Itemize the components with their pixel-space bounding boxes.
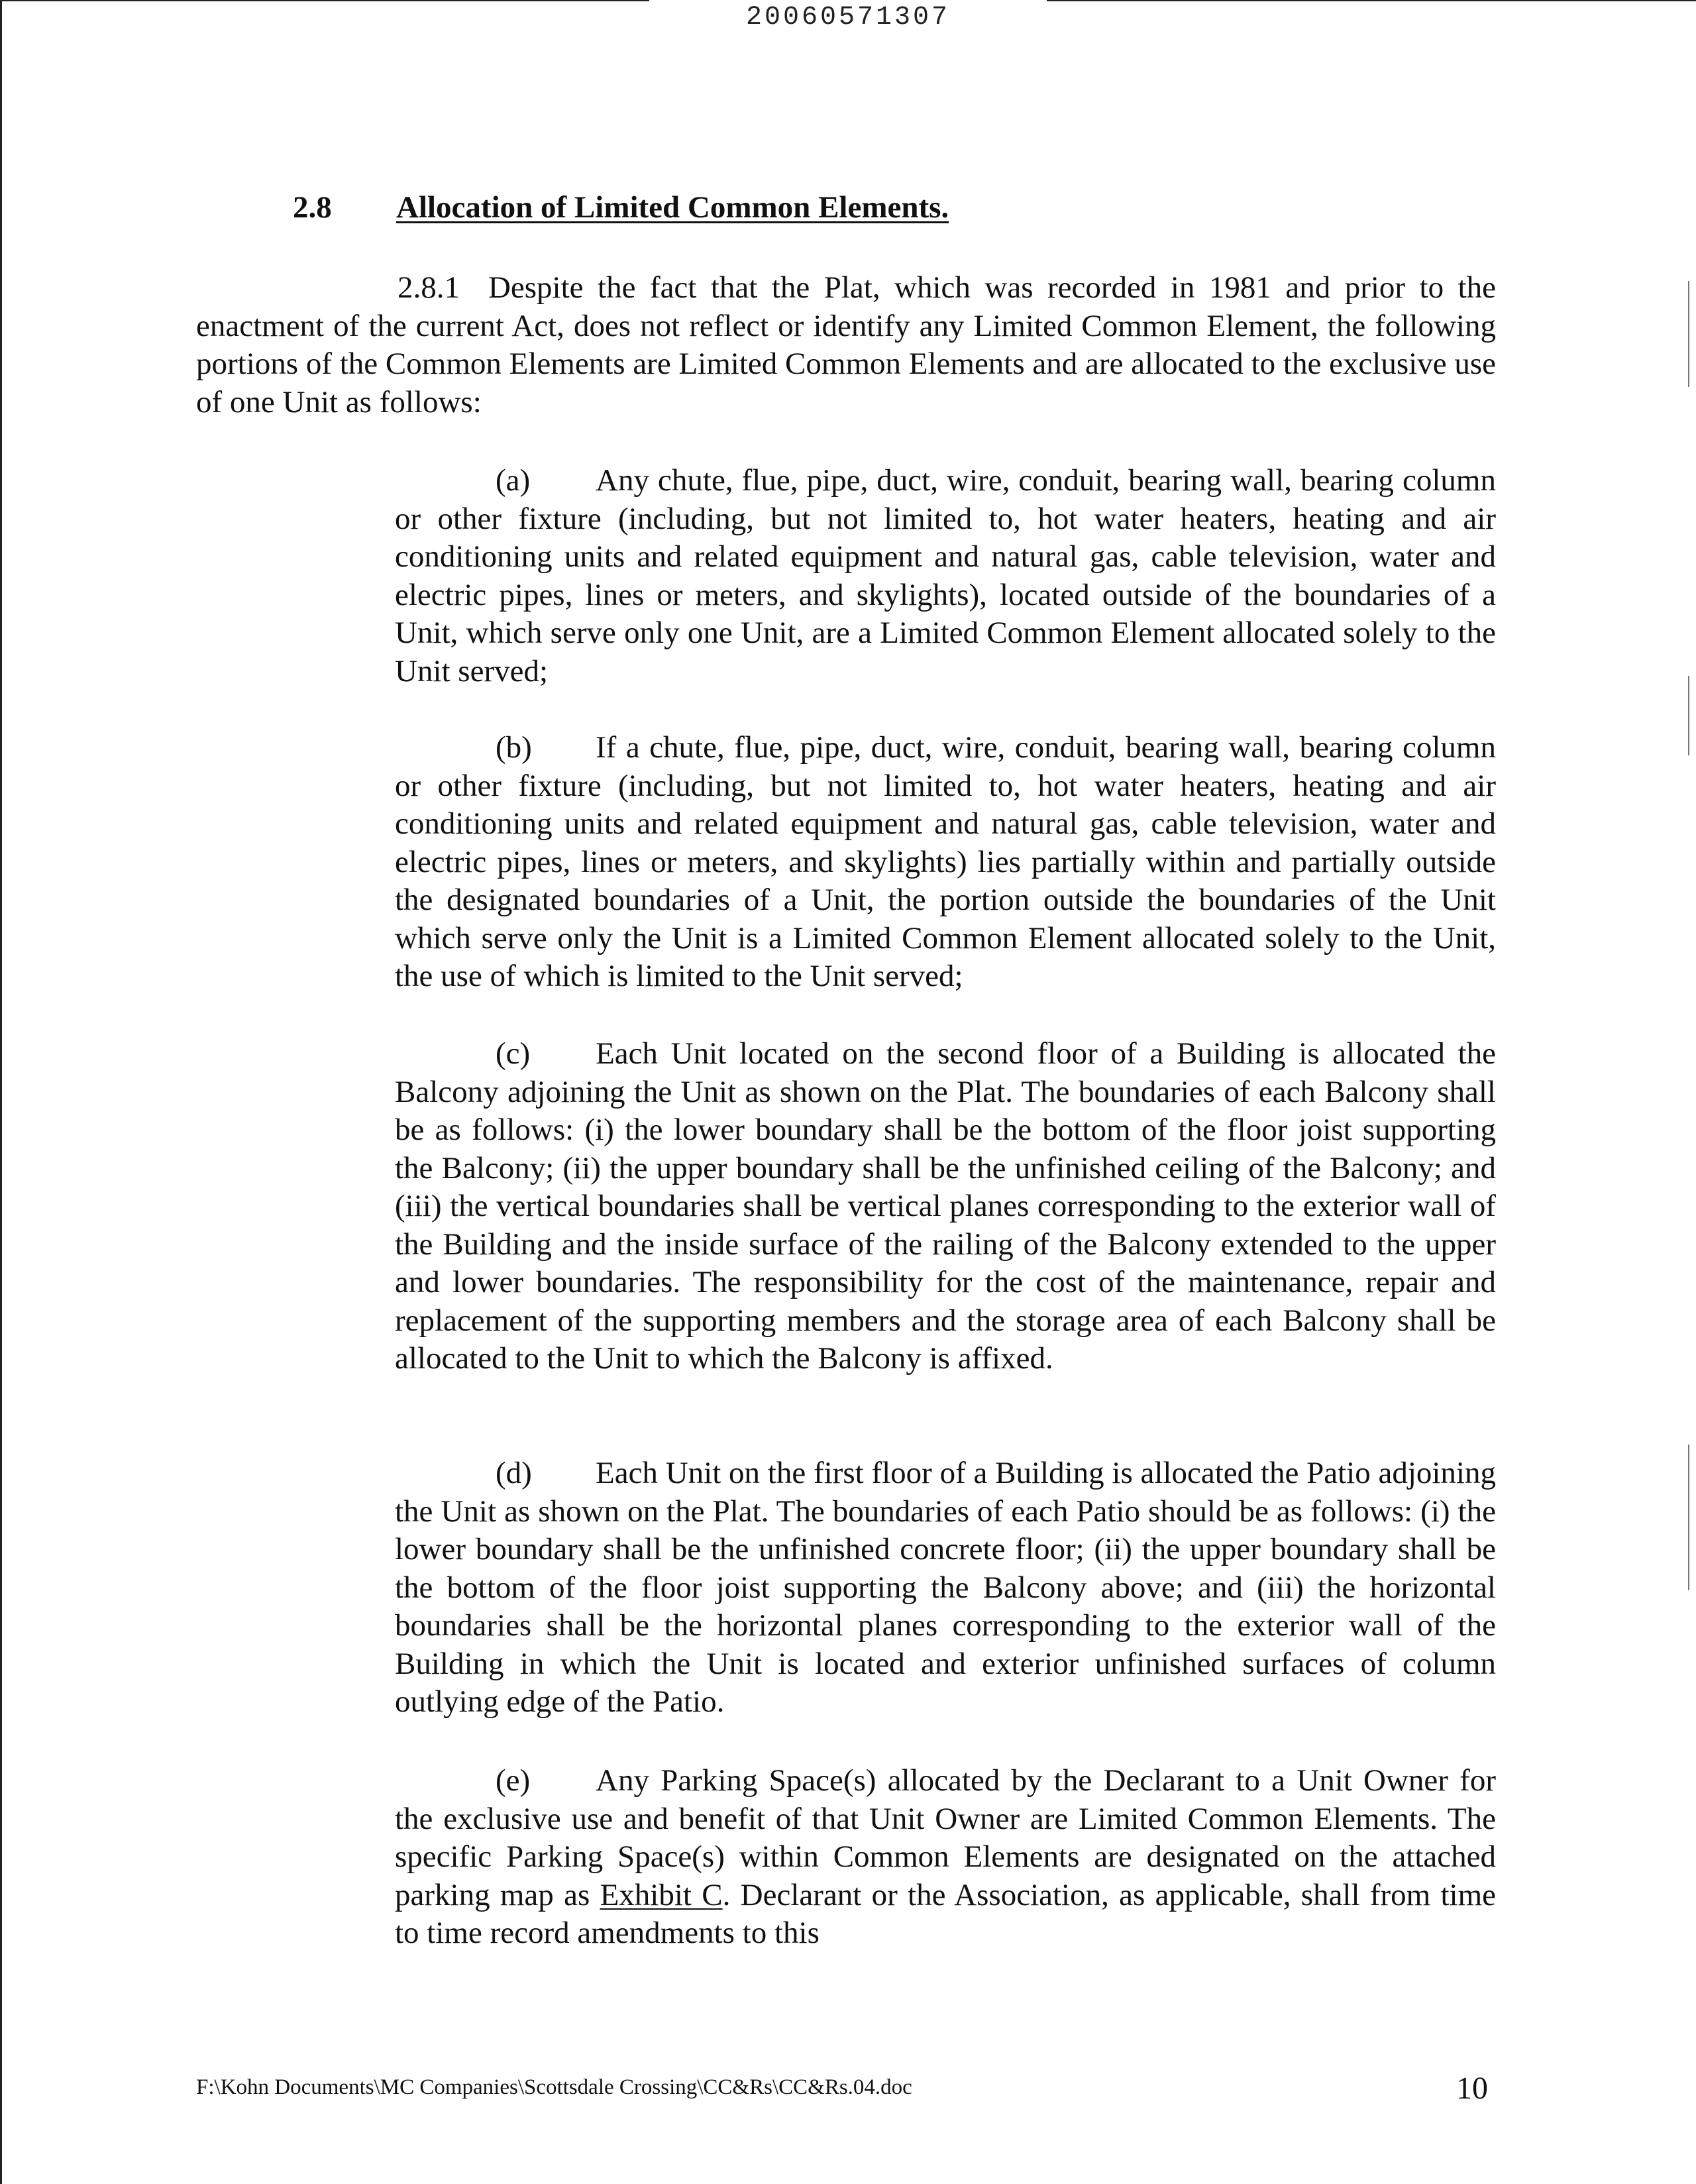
subparagraph-text: Each Unit on the first floor of a Building is allocated the Patio adjoining the Unit as shown on the Plat. The boundaries of each Patio should be as follows: (i) the lower boundary shall be the unfinished concrete floor; (ii) the upper boundary shall be the bottom of the floor joist supporting the Balcony above; and (iii) the horizontal boundaries shall be the horizontal planes corresponding to the exterior wall of the Building in which the Unit is located and exterior unfinished surfaces of column outlying edge of the Patio. xyxy=(395,1456,1496,1719)
page-number: 10 xyxy=(1456,2071,1488,2106)
subparagraph-b xyxy=(395,729,1496,996)
subparagraph-text: Any chute, flue, pipe, duct, wire, conduit, bearing wall, bearing column or other fixture (including, but not limited to, hot water heaters, heating and air conditioning units and related equipment and natural gas, cable television, water and electric pipes, lines or meters, and skylights), located outside of the boundaries of a Unit, which serve only one Unit, are a Limited Common Element allocated solely to the Unit served; xyxy=(395,463,1496,688)
top-border-right xyxy=(1047,0,1696,1)
footer-file-path: F:\Kohn Documents\MC Companies\Scottsdale Crossing\CC&Rs\CC&Rs.04.doc xyxy=(196,2075,912,2099)
subparagraph-a xyxy=(395,462,1496,690)
subparagraph-d xyxy=(395,1454,1496,1721)
paragraph-number: 2.8.1 xyxy=(398,270,460,305)
scan-edge-mark xyxy=(1688,1445,1689,1590)
subparagraph-marker: (a) xyxy=(496,463,531,498)
recording-number: 20060571307 xyxy=(745,3,951,32)
scan-edge-mark xyxy=(1688,281,1689,387)
subparagraph-text: Any Parking Space(s) allocated by the Declarant to a Unit Owner for the exclusive use and benefit of that Unit Owner are Limited Common Elements. The specific Parking Space(s) within Common Elements are designated on the attached parking map as xyxy=(395,1763,1496,1912)
section-title: Allocation of Limited Common Elements. xyxy=(396,190,949,225)
section-number: 2.8 xyxy=(293,190,332,225)
subparagraph-marker: (c) xyxy=(496,1036,531,1071)
subparagraph-marker: (e) xyxy=(496,1763,531,1798)
subparagraph-text: If a chute, flue, pipe, duct, wire, conduit, bearing wall, bearing column or other fixture (including, but not limited to, hot water heaters, heating and air conditioning units and related equipment and natural gas, cable television, water and electric pipes, lines or meters, and skylights) lies partially within and partially outside the designated boundaries of a Unit, the portion outside the boundaries of the Unit which serve only the Unit is a Limited Common Element allocated solely to the Unit, the use of which is limited to the Unit served; xyxy=(395,730,1496,993)
subparagraph-marker: (d) xyxy=(496,1456,532,1490)
section-heading xyxy=(293,190,949,225)
subparagraph-marker: (b) xyxy=(496,730,532,765)
paragraph-text: Despite the fact that the Plat, which was recorded in 1981 and prior to the enactment of the current Act, does not reflect or identify any Limited Common Element, the following portions of the Common Elements are Limited Common Elements and are allocated to the exclusive use of one Unit as follows: xyxy=(196,270,1497,419)
exhibit-reference: Exhibit C xyxy=(600,1877,723,1912)
subparagraph-c xyxy=(395,1035,1496,1378)
subparagraph-text: Each Unit located on the second floor of a Building is allocated the Balcony adjoining the Unit as shown on the Plat. The boundaries of each Balcony shall be as follows: (i) the lower boundary shall be the bottom of the floor joist supporting the Balcony; (ii) the upper boundary shall be the unfinished ceiling of the Balcony; and (iii) the vertical boundaries shall be vertical planes corresponding to the exterior wall of the Building and the inside surface of the railing of the Balcony extended to the upper and lower boundaries. The responsibility for the cost of the maintenance, repair and replacement of the supporting members and the storage area of each Balcony shall be allocated to the Unit to which the Balcony is affixed. xyxy=(395,1036,1496,1376)
paragraph-2-8-1 xyxy=(196,269,1496,421)
scan-edge-mark xyxy=(1688,676,1689,755)
subparagraph-text-continued: . Declarant or the Association, as applicable, shall from time to time record amendments to this xyxy=(395,1877,1497,1950)
top-border-left xyxy=(0,0,649,1)
scan-left-edge xyxy=(0,0,2,2184)
subparagraph-e xyxy=(395,1762,1496,1953)
